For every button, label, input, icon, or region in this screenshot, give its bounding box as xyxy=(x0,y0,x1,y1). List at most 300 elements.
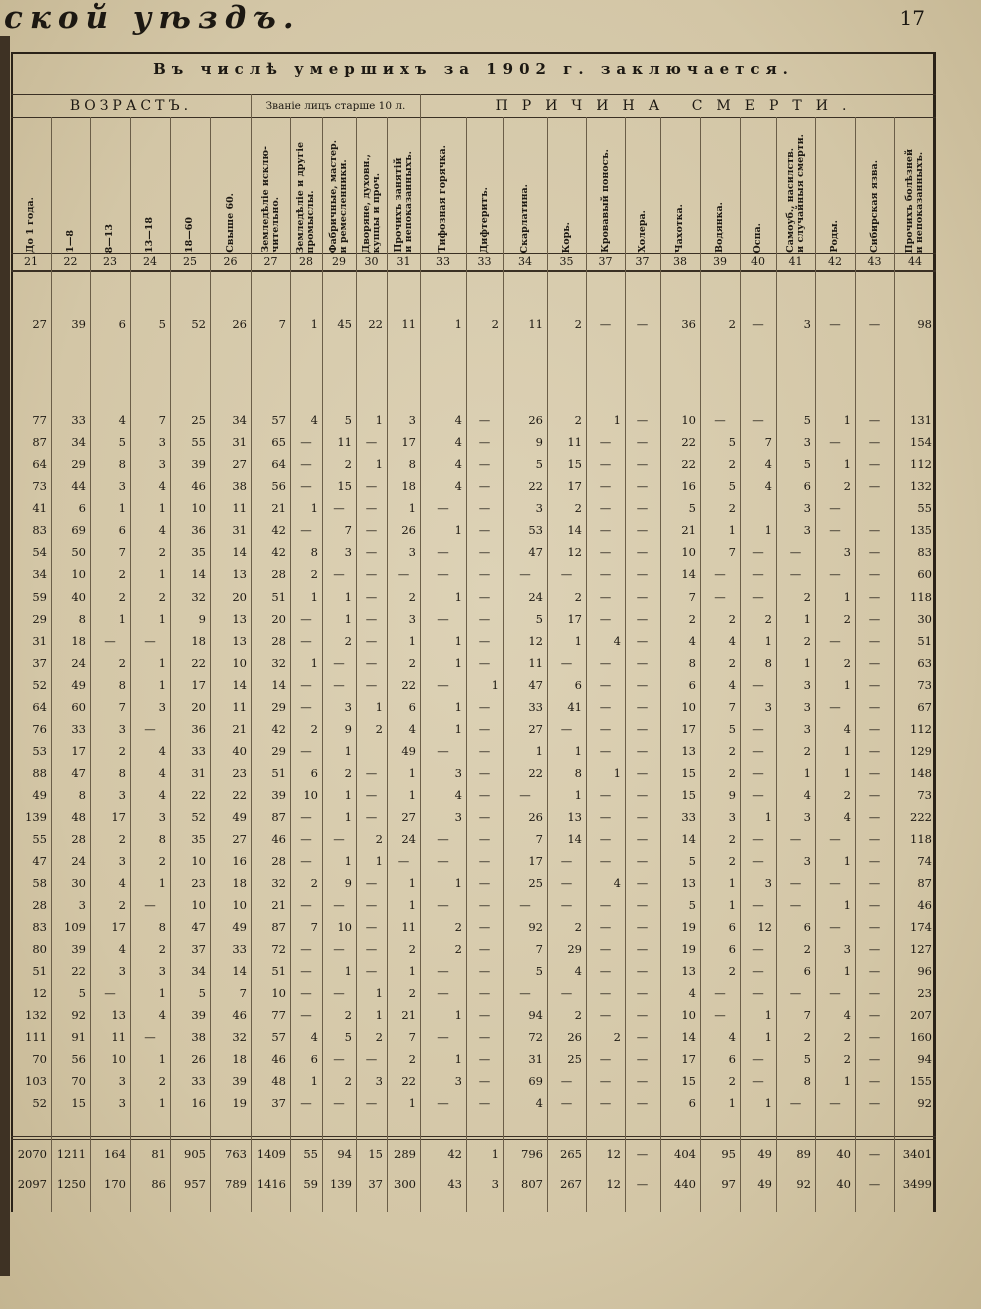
table-cell: — xyxy=(478,1008,491,1022)
table-cell: — xyxy=(478,590,491,604)
total-cell: 957 xyxy=(184,1177,206,1191)
table-cell: 111 xyxy=(25,1030,47,1044)
table-cell: — xyxy=(333,501,345,515)
table-cell: 2 xyxy=(843,612,851,626)
table-cell: 6 xyxy=(728,1052,736,1066)
column-number: 21 xyxy=(24,255,38,268)
table-cell: 2 xyxy=(843,479,851,493)
table-cell: 4 xyxy=(843,1008,851,1022)
table-cell: 92 xyxy=(71,1008,86,1022)
total-cell: — xyxy=(636,1177,649,1191)
table-cell: 1 xyxy=(454,722,462,736)
table-cell: — xyxy=(478,920,491,934)
table-cell: 24 xyxy=(528,590,543,604)
column-number: 33 xyxy=(436,255,450,268)
table-cell: 53 xyxy=(32,744,47,758)
table-cell: 1 xyxy=(764,1008,772,1022)
table-cell: 29 xyxy=(71,457,86,471)
table-cell: — xyxy=(300,832,312,846)
total-cell: 404 xyxy=(674,1147,696,1161)
table-cell: 28 xyxy=(271,634,286,648)
table-cell: — xyxy=(300,523,312,537)
table-cell: 1 xyxy=(310,656,318,670)
total-cell: 1416 xyxy=(256,1177,286,1191)
table-cell: — xyxy=(636,898,649,912)
table-cell: 39 xyxy=(271,788,286,802)
table-cell: — xyxy=(478,942,491,956)
table-cell: — xyxy=(752,898,764,912)
table-cell: 47 xyxy=(191,920,206,934)
table-cell: 18 xyxy=(71,634,86,648)
table-cell: — xyxy=(560,722,573,736)
table-cell: 2 xyxy=(408,942,416,956)
table-cell: 7 xyxy=(728,700,736,714)
group-rank: Званіе лицъ старше 10 л. xyxy=(265,100,406,112)
table-cell: — xyxy=(365,590,378,604)
table-cell: — xyxy=(599,545,612,559)
total-cell: 49 xyxy=(757,1177,772,1191)
table-cell: — xyxy=(397,854,410,868)
table-cell: — xyxy=(560,986,573,1000)
table-cell: — xyxy=(478,545,491,559)
table-cell: 2 xyxy=(408,656,416,670)
table-cell: 13 xyxy=(111,1008,126,1022)
table-cell: — xyxy=(636,744,649,758)
table-cell: 112 xyxy=(910,457,932,471)
table-cell: 8 xyxy=(118,457,126,471)
table-cell: 19 xyxy=(232,1096,247,1110)
table-cell: 29 xyxy=(567,942,582,956)
table-cell: 13 xyxy=(681,744,696,758)
table-cell: 12 xyxy=(567,545,582,559)
table-cell: — xyxy=(636,810,649,824)
table-cell: 14 xyxy=(567,523,582,537)
table-cell: — xyxy=(365,479,378,493)
table-cell: — xyxy=(868,810,881,824)
table-cell: — xyxy=(478,788,491,802)
table-cell: 4 xyxy=(728,634,736,648)
table-cell: 22 xyxy=(232,788,247,802)
table-cell: 70 xyxy=(71,1074,86,1088)
total-cell: 40 xyxy=(836,1177,851,1191)
table-cell: 22 xyxy=(681,457,696,471)
table-cell: — xyxy=(560,876,573,890)
table-cell: 51 xyxy=(32,964,47,978)
table-cell: — xyxy=(636,986,649,1000)
table-cell: 5 xyxy=(688,854,696,868)
rule-above-totals xyxy=(11,1136,936,1137)
column-header xyxy=(356,117,387,253)
table-cell: — xyxy=(478,457,491,471)
table-cell: — xyxy=(478,634,491,648)
table-cell: 7 xyxy=(278,317,286,331)
table-cell: 4 xyxy=(454,413,462,427)
table-cell: 3 xyxy=(764,700,772,714)
table-cell: — xyxy=(752,788,764,802)
table-cell: 155 xyxy=(910,1074,932,1088)
rule-above-totals-2 xyxy=(11,1139,936,1140)
table-cell: 39 xyxy=(71,317,86,331)
table-cell: — xyxy=(636,876,649,890)
table-cell: 63 xyxy=(917,656,932,670)
table-cell: 13 xyxy=(232,567,247,581)
table-cell: 32 xyxy=(271,656,286,670)
table-cell: — xyxy=(365,766,378,780)
table-cell: — xyxy=(789,832,802,846)
table-cell: 132 xyxy=(910,479,932,493)
table-cell: 3 xyxy=(375,1074,383,1088)
table-cell: — xyxy=(599,435,612,449)
page-number: 17 xyxy=(899,6,925,30)
column-header xyxy=(586,117,625,253)
table-cell: 1 xyxy=(375,700,383,714)
table-cell: 1 xyxy=(803,766,811,780)
table-cell: 135 xyxy=(910,523,932,537)
table-cell: — xyxy=(752,832,764,846)
table-cell: 28 xyxy=(71,832,86,846)
table-cell: 15 xyxy=(567,457,582,471)
table-cell: 22 xyxy=(401,678,416,692)
table-cell: — xyxy=(478,435,491,449)
table-cell: 13 xyxy=(232,612,247,626)
table-cell: 35 xyxy=(191,832,206,846)
table-cell: 2 xyxy=(158,545,166,559)
column-header xyxy=(855,117,894,253)
table-cell: 44 xyxy=(71,479,86,493)
table-cell: 12 xyxy=(32,986,47,1000)
table-cell: — xyxy=(868,832,881,846)
column-header xyxy=(130,117,170,253)
column-number: 22 xyxy=(63,255,78,268)
table-cell xyxy=(356,743,383,759)
table-cell: — xyxy=(333,942,345,956)
table-cell: 20 xyxy=(271,612,286,626)
table-cell: — xyxy=(478,1052,491,1066)
table-cell: 2 xyxy=(728,612,736,626)
table-cell: 3 xyxy=(843,942,851,956)
total-cell: 265 xyxy=(560,1147,582,1161)
column-header-label: Кровавый поносъ. xyxy=(599,149,611,253)
table-cell: 1 xyxy=(118,612,126,626)
table-cell: — xyxy=(333,898,345,912)
table-cell: 10 xyxy=(111,1052,126,1066)
total-cell: 3401 xyxy=(902,1147,932,1161)
table-cell: 7 xyxy=(535,832,543,846)
table-cell: 32 xyxy=(271,876,286,890)
table-cell: 3 xyxy=(454,1074,462,1088)
table-cell: — xyxy=(478,876,491,890)
table-cell: 55 xyxy=(32,832,47,846)
table-cell: — xyxy=(333,567,345,581)
table-cell: 2 xyxy=(688,612,696,626)
table-cell: — xyxy=(829,1096,841,1110)
table-cell: — xyxy=(868,413,881,427)
table-cell: 73 xyxy=(32,479,47,493)
table-cell: 46 xyxy=(232,1008,247,1022)
table-cell: 47 xyxy=(71,766,86,780)
table-cell: 14 xyxy=(271,678,286,692)
table-cell: — xyxy=(868,722,881,736)
total-cell: 807 xyxy=(521,1177,543,1191)
table-cell: — xyxy=(478,722,491,736)
table-cell: — xyxy=(868,656,881,670)
table-cell: 1 xyxy=(764,1096,772,1110)
table-cell: — xyxy=(599,1008,612,1022)
table-cell: — xyxy=(599,788,612,802)
table-cell: 2 xyxy=(375,832,383,846)
total-cell: 164 xyxy=(104,1147,126,1161)
table-cell: 32 xyxy=(232,1030,247,1044)
table-cell: — xyxy=(599,986,612,1000)
table-cell: 12 xyxy=(528,634,543,648)
total-cell: 1250 xyxy=(56,1177,86,1191)
table-cell: — xyxy=(365,656,378,670)
table-cell: 17 xyxy=(191,678,206,692)
table-cell: — xyxy=(599,317,612,331)
table-cell: — xyxy=(868,567,881,581)
table-cell: 7 xyxy=(158,413,166,427)
table-cell: 1 xyxy=(454,1052,462,1066)
table-cell: 2 xyxy=(491,317,499,331)
table-cell: 1 xyxy=(158,501,166,515)
table-cell: 39 xyxy=(191,457,206,471)
table-cell: 25 xyxy=(567,1052,582,1066)
column-header xyxy=(660,117,700,253)
table-cell: 21 xyxy=(271,501,286,515)
table-cell: 1 xyxy=(344,964,352,978)
table-cell: 1 xyxy=(408,788,416,802)
table-cell: 36 xyxy=(681,317,696,331)
table-cell: — xyxy=(365,501,378,515)
table-cell: 24 xyxy=(401,832,416,846)
table-cell: 2 xyxy=(118,567,126,581)
total-cell: 12 xyxy=(606,1147,621,1161)
table-cell: 3 xyxy=(408,612,416,626)
table-cell: — xyxy=(437,854,449,868)
table-cell: 26 xyxy=(528,810,543,824)
table-cell: — xyxy=(519,898,531,912)
table-cell: 4 xyxy=(764,479,772,493)
column-header xyxy=(90,117,130,253)
table-cell: — xyxy=(437,832,449,846)
table-cell: 14 xyxy=(567,832,582,846)
table-cell: — xyxy=(300,457,312,471)
table-cell: 131 xyxy=(910,413,932,427)
table-cell: 1 xyxy=(613,413,621,427)
table-cell: — xyxy=(365,567,378,581)
table-cell: 9 xyxy=(535,435,543,449)
total-cell: 42 xyxy=(447,1147,462,1161)
table-cell: 2 xyxy=(574,1008,582,1022)
table-cell: — xyxy=(829,876,841,890)
table-cell: 1 xyxy=(843,590,851,604)
table-cell: 2 xyxy=(803,744,811,758)
table-cell: 3 xyxy=(408,413,416,427)
table-cell: 15 xyxy=(681,766,696,780)
total-cell: — xyxy=(868,1177,881,1191)
table-cell: 13 xyxy=(681,964,696,978)
table-cell: — xyxy=(300,854,312,868)
table-cell: — xyxy=(636,545,649,559)
table-cell: — xyxy=(599,612,612,626)
table-cell: — xyxy=(599,567,612,581)
table-cell: — xyxy=(636,634,649,648)
table-cell: 2 xyxy=(764,612,772,626)
table-cell: 3 xyxy=(454,810,462,824)
table-cell: 2 xyxy=(728,1074,736,1088)
table-cell: 57 xyxy=(271,413,286,427)
table-cell: 15 xyxy=(337,479,352,493)
table-cell: 2 xyxy=(408,590,416,604)
table-cell: 9 xyxy=(344,722,352,736)
table-cell: — xyxy=(636,832,649,846)
table-cell: — xyxy=(599,457,612,471)
table-cell: 1 xyxy=(843,898,851,912)
column-number: 35 xyxy=(559,255,574,268)
table-cell: 7 xyxy=(535,942,543,956)
table-cell: 8 xyxy=(688,656,696,670)
column-number: 38 xyxy=(673,255,687,268)
table-cell: 1 xyxy=(408,898,416,912)
table-cell: — xyxy=(752,317,764,331)
table-cell: — xyxy=(300,942,312,956)
table-cell: 70 xyxy=(32,1052,47,1066)
table-cell: 91 xyxy=(71,1030,86,1044)
table-cell: 2 xyxy=(158,942,166,956)
column-number: 39 xyxy=(713,255,727,268)
table-cell: — xyxy=(636,1008,649,1022)
table-cell: — xyxy=(144,634,156,648)
table-cell: — xyxy=(104,986,116,1000)
table-cell: 154 xyxy=(910,435,932,449)
table-cell: 40 xyxy=(232,744,247,758)
table-cell: — xyxy=(599,920,612,934)
table-cell: 222 xyxy=(910,810,932,824)
table-cell: 34 xyxy=(32,567,47,581)
table-cell: 64 xyxy=(32,700,47,714)
table-cell: 8 xyxy=(803,1074,811,1088)
column-number: 31 xyxy=(396,255,411,268)
table-cell: — xyxy=(300,634,312,648)
table-cell: 69 xyxy=(528,1074,543,1088)
table-cell: 19 xyxy=(681,942,696,956)
table-cell: — xyxy=(560,854,573,868)
table-cell: — xyxy=(636,854,649,868)
table-cell: 94 xyxy=(917,1052,932,1066)
table-cell: 17 xyxy=(71,744,86,758)
table-cell: 29 xyxy=(271,744,286,758)
table-cell: 4 xyxy=(454,435,462,449)
table-cell: — xyxy=(478,832,491,846)
table-cell: — xyxy=(829,435,841,449)
table-cell: — xyxy=(752,986,764,1000)
table-cell: 5 xyxy=(803,413,811,427)
table-cell: 15 xyxy=(71,1096,86,1110)
table-cell: — xyxy=(599,656,612,670)
column-header-label: Тифозная горячка. xyxy=(437,145,448,253)
table-cell: — xyxy=(789,545,802,559)
table-cell: — xyxy=(636,678,649,692)
table-cell: 1 xyxy=(574,788,582,802)
table-cell: — xyxy=(636,501,649,515)
table-cell: 3 xyxy=(344,545,352,559)
table-cell: — xyxy=(868,1008,881,1022)
table-cell: 2 xyxy=(118,832,126,846)
table-cell: — xyxy=(599,523,612,537)
table-cell: — xyxy=(144,1030,156,1044)
table-cell: 56 xyxy=(271,479,286,493)
table-cell: 118 xyxy=(910,832,932,846)
table-cell: 4 xyxy=(408,722,416,736)
column-number: 28 xyxy=(299,255,313,268)
table-cell: 2 xyxy=(728,501,736,515)
table-cell: 9 xyxy=(344,876,352,890)
table-cell: 5 xyxy=(78,986,86,1000)
table-cell: 29 xyxy=(271,700,286,714)
table-cell: — xyxy=(636,1052,649,1066)
table-cell: 2 xyxy=(843,1052,851,1066)
table-cell: 21 xyxy=(271,898,286,912)
table-cell: — xyxy=(478,413,491,427)
table-cell: 6 xyxy=(728,920,736,934)
table-cell: 14 xyxy=(232,964,247,978)
table-cell: 1 xyxy=(158,1052,166,1066)
table-cell: 20 xyxy=(232,590,247,604)
table-cell: — xyxy=(365,810,378,824)
column-header-label: Земледѣліе исклю- чительно. xyxy=(259,146,281,253)
table-cell: 26 xyxy=(401,523,416,537)
table-cell: 3 xyxy=(158,810,166,824)
table-cell: — xyxy=(437,744,449,758)
table-cell: — xyxy=(636,523,649,537)
table-cell: 109 xyxy=(64,920,86,934)
table-cell: — xyxy=(752,766,764,780)
table-cell: 2 xyxy=(118,898,126,912)
table-cell: 26 xyxy=(232,317,247,331)
table-cell: 3 xyxy=(764,876,772,890)
table-cell: — xyxy=(636,567,649,581)
column-header-label: Оспа. xyxy=(752,222,763,253)
table-cell: 1 xyxy=(843,766,851,780)
total-cell: 81 xyxy=(151,1147,166,1161)
table-cell: 1 xyxy=(158,986,166,1000)
table-cell: 27 xyxy=(232,832,247,846)
table-cell: 1 xyxy=(118,501,126,515)
table-cell: 6 xyxy=(78,501,86,515)
table-cell: — xyxy=(868,744,881,758)
table-cell: 3 xyxy=(118,788,126,802)
table-cell: 2 xyxy=(803,590,811,604)
table-cell: — xyxy=(636,942,649,956)
table-cell: 2 xyxy=(843,656,851,670)
table-cell: — xyxy=(868,1074,881,1088)
table-cell: 4 xyxy=(454,479,462,493)
table-cell: 14 xyxy=(681,567,696,581)
table-cell: — xyxy=(599,722,612,736)
table-cell: — xyxy=(752,413,764,427)
table-cell: 160 xyxy=(910,1030,932,1044)
table-cell: 28 xyxy=(271,567,286,581)
total-cell: 95 xyxy=(721,1147,736,1161)
table-cell: 47 xyxy=(32,854,47,868)
table-cell: — xyxy=(300,700,312,714)
table-cell: 2 xyxy=(344,766,352,780)
table-cell: 1 xyxy=(843,678,851,692)
table-cell: 49 xyxy=(32,788,47,802)
table-cell: 22 xyxy=(528,766,543,780)
table-cell: — xyxy=(868,634,881,648)
table-cell: 88 xyxy=(32,766,47,780)
